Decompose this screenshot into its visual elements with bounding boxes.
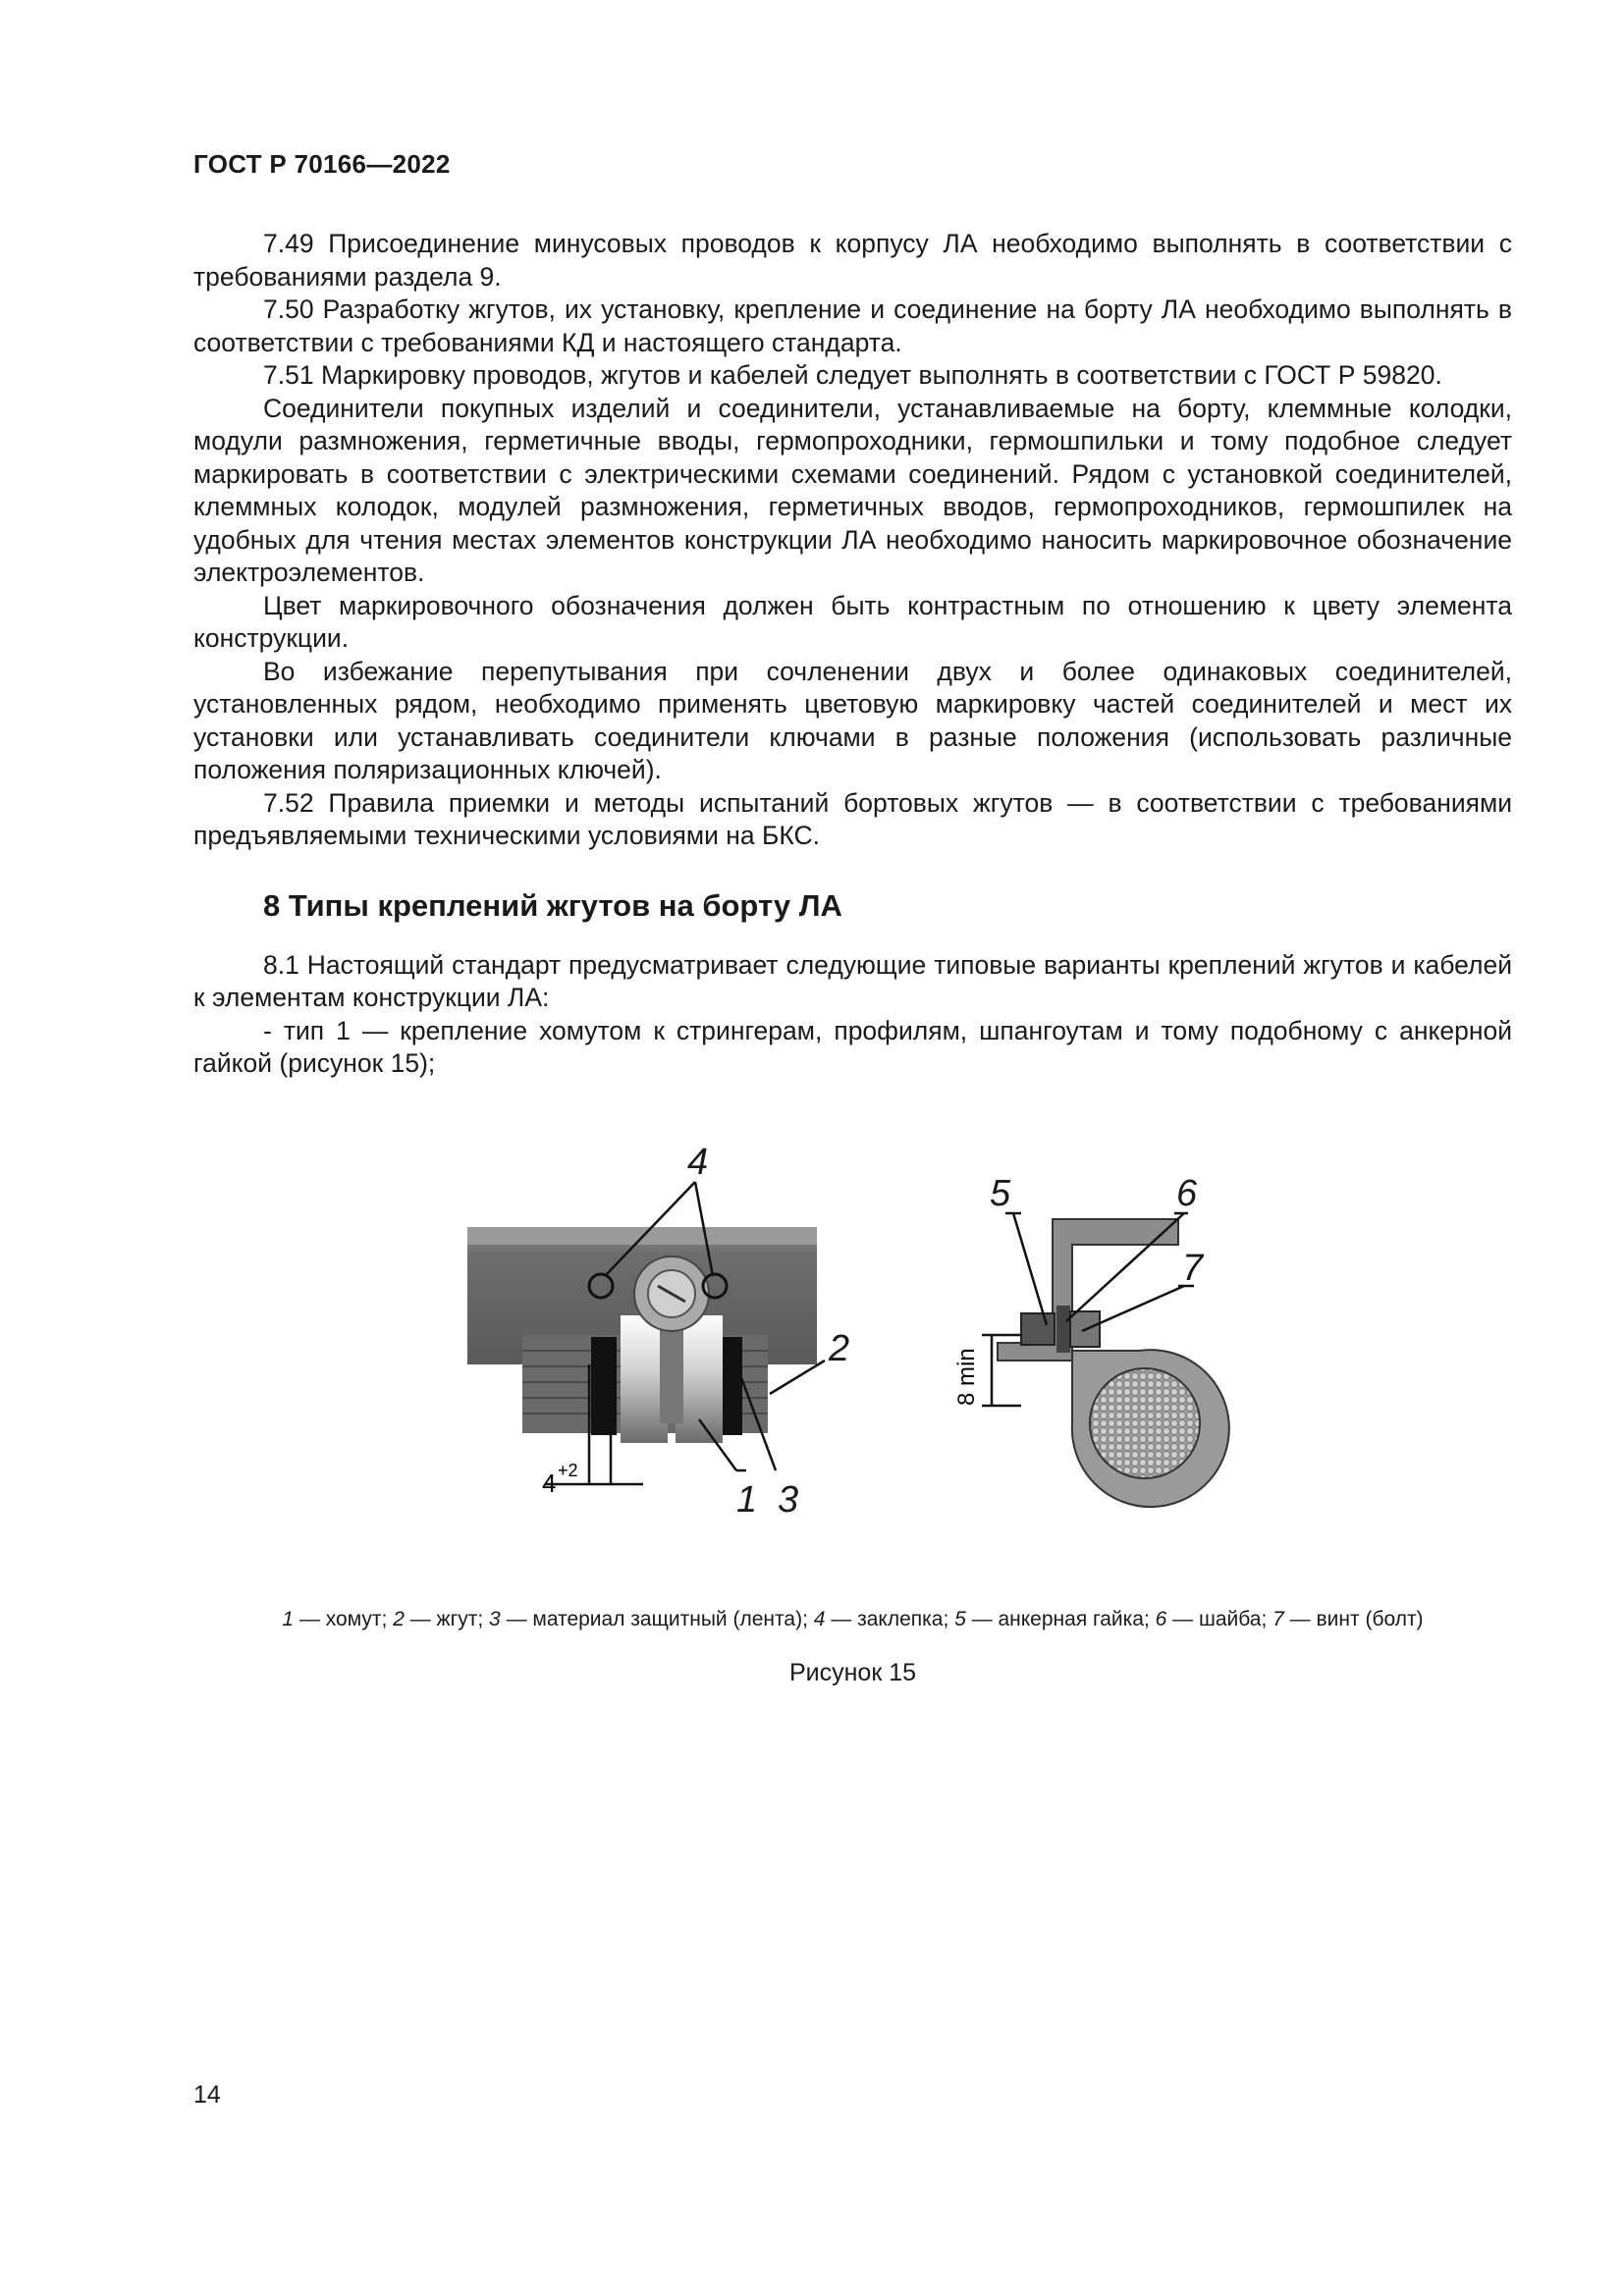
side-view <box>953 1173 1229 1507</box>
legend-text-5: — анкерная гайка; <box>965 1608 1156 1630</box>
legend-text-7: — винт (болт) <box>1283 1608 1424 1630</box>
section-title: 8 Типы креплений жгутов на борту ЛА <box>263 887 842 923</box>
paragraph-7-51: 7.51 Маркировку проводов, жгутов и кабелей следует выполнять в соответствии с ГОСТ Р 59820. <box>263 360 1442 390</box>
legend-num-3: 3 <box>489 1608 501 1630</box>
document-body <box>193 228 1512 1081</box>
legend-num-2: 2 <box>393 1608 405 1630</box>
legend-text-6: — шайба; <box>1166 1608 1273 1630</box>
legend-num-6: 6 <box>1155 1608 1167 1630</box>
paragraph-keys: Во избежание перепутывания при сочленении двух и более одинаковых соединителей, установленных рядом, необходимо применять цветовую маркировку частей соединителей и мест их установки или устанавливать соединители ключами в разные положения (использовать различные положения поляризационных ключей). <box>193 656 1512 784</box>
figure-15 <box>432 1129 1237 1580</box>
figure-title: Рисунок 15 <box>788 1659 917 1686</box>
document-header: ГОСТ Р 70166—2022 <box>193 149 451 179</box>
anchor-nut-side <box>1021 1313 1055 1345</box>
dim-gap-tolerance: +2 <box>558 1461 578 1480</box>
legend-num-1: 1 <box>282 1608 295 1630</box>
figure-15-drawing <box>432 1129 1237 1580</box>
harness-cross-section <box>1090 1368 1200 1478</box>
legend-num-4: 4 <box>813 1608 826 1630</box>
label-6: 6 <box>1176 1173 1198 1214</box>
paragraph-connectors: Соединители покупных изделий и соединители, устанавливаемые на борту, клеммные колодки, модули размножения, герметичные вводы, гермопроходники, гермошпильки и тому подобное следует маркировать в соответствии с электрическими схемами соединений. Рядом с установкой соединителей, клеммных колодок, модулей размножения, герметичных вводов, гермопроходников, гермошпилек на удобных для чтения местах элементов конструкции ЛА необходимо наносить маркировочное обозначение электроэлементов. <box>193 393 1512 587</box>
label-1: 1 <box>736 1479 758 1521</box>
page-number: 14 <box>193 2081 221 2109</box>
front-view <box>467 1142 849 1521</box>
legend-text-3: — материал защитный (лента); <box>500 1608 814 1630</box>
figure-legend <box>193 1608 1512 1631</box>
washer-side <box>1056 1306 1070 1353</box>
paragraph-7-52: 7.52 Правила приемки и методы испытаний бортовых жгутов — в соответствии с требованиями предъявляемыми техническими условиями на БКС. <box>193 787 1512 850</box>
paragraph-7-50: 7.50 Разработку жгутов, их установку, крепление и соединение на борту ЛА необходимо выполнять в соответствии с требованиями КД и настоящего стандарта. <box>193 294 1512 357</box>
paragraph-color: Цвет маркировочного обозначения должен быть контрастным по отношению к цвету элемента конструкции. <box>193 590 1512 653</box>
label-5: 5 <box>990 1173 1011 1214</box>
label-4: 4 <box>687 1142 709 1183</box>
legend-num-7: 7 <box>1272 1608 1284 1630</box>
protective-tape-left <box>591 1337 617 1435</box>
label-2: 2 <box>829 1328 850 1369</box>
paragraph-7-49: 7.49 Присоединение минусовых проводов к корпусу ЛА необходимо выполнять в соответствии с требованиями раздела 9. <box>193 229 1512 292</box>
paragraph-type-1: - тип 1 — крепление хомутом к стрингерам, профилям, шпангоутам и тому подобному с анкерной гайкой (рисунок 15); <box>193 1015 1512 1078</box>
legend-text-2: — жгут; <box>404 1608 490 1630</box>
label-3: 3 <box>778 1479 799 1521</box>
legend-num-5: 5 <box>954 1608 966 1630</box>
dim-min-distance: 8 min <box>953 1348 980 1406</box>
dim-gap: 4 <box>542 1468 557 1498</box>
label-7: 7 <box>1182 1248 1204 1289</box>
legend-text-1: — хомут; <box>294 1608 394 1630</box>
legend-text-4: — заклепка; <box>825 1608 955 1630</box>
paragraph-8-1: 8.1 Настоящий стандарт предусматривает следующие типовые варианты креплений жгутов и кабелей к элементам конструкции ЛА: <box>193 949 1512 1012</box>
